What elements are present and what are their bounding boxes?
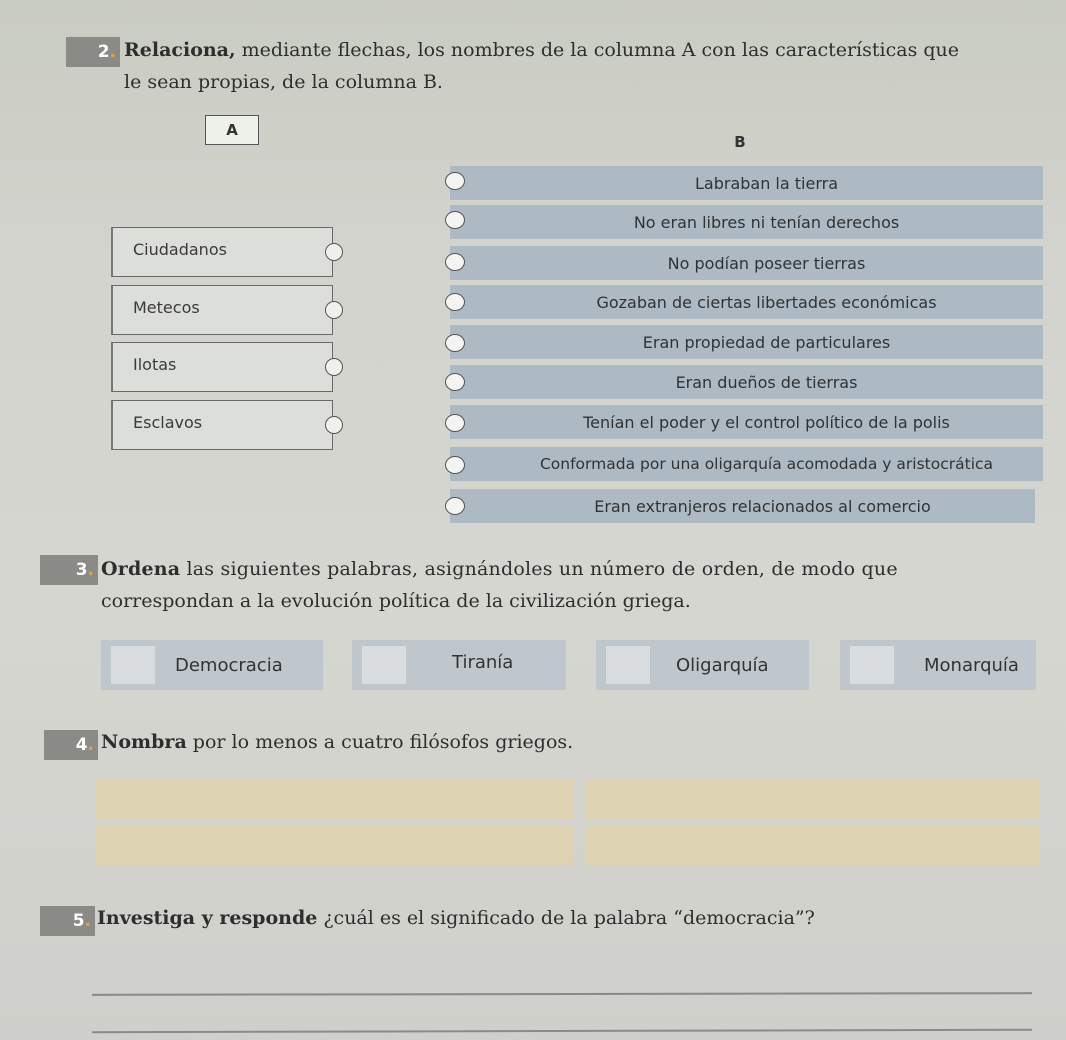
column-b-connector-8[interactable]	[445, 456, 465, 474]
question-4-verb: Nombra	[101, 731, 187, 753]
order-item-oligarquia: Oligarquía	[596, 640, 809, 690]
question-3-text-line2: correspondan a la evolución política de la civilización griega.	[101, 590, 691, 612]
column-b-item-6: Eran dueños de tierras	[450, 365, 1043, 399]
column-b-connector-4[interactable]	[445, 293, 465, 311]
column-a-item-ciudadanos: Ciudadanos	[111, 227, 333, 277]
column-a-item-metecos: Metecos	[111, 285, 333, 335]
column-b-item-3: No podían poseer tierras	[450, 246, 1043, 280]
question-2-text-line2: le sean propias, de la columna B.	[124, 71, 443, 93]
question-3-line1: las siguientes palabras, asignándoles un número de orden, de modo que	[180, 558, 898, 580]
column-a-header: A	[205, 115, 259, 145]
order-item-monarquia: Monarquía	[840, 640, 1036, 690]
order-number-box-2[interactable]	[362, 646, 406, 684]
order-number-box-1[interactable]	[111, 646, 155, 684]
philosopher-answer-2[interactable]	[585, 780, 1040, 820]
order-item-democracia: Democracia	[101, 640, 323, 690]
question-2-verb: Relaciona,	[124, 39, 236, 61]
column-b-connector-3[interactable]	[445, 253, 465, 271]
column-b-connector-1[interactable]	[445, 172, 465, 190]
answer-line-2[interactable]	[92, 1029, 1032, 1033]
question-5-badge: 5 .	[40, 906, 95, 936]
philosopher-answer-3[interactable]	[95, 826, 573, 866]
answer-line-1[interactable]	[92, 992, 1032, 995]
column-b-connector-6[interactable]	[445, 373, 465, 391]
question-2-badge: 2 .	[66, 37, 120, 67]
column-b-connector-2[interactable]	[445, 211, 465, 229]
column-b-header: B	[734, 133, 746, 151]
column-b-item-9: Eran extranjeros relacionados al comercio	[450, 489, 1035, 523]
order-number-box-3[interactable]	[606, 646, 650, 684]
question-5-verb: Investiga y responde	[97, 907, 318, 929]
column-b-item-4: Gozaban de ciertas libertades económicas	[450, 285, 1043, 319]
question-3-text	[101, 555, 1051, 583]
column-a-connector-2[interactable]	[325, 301, 343, 319]
question-5-text: Investiga y responde ¿cuál es el significado de la palabra “democracia”?	[97, 907, 815, 929]
order-item-tirania: Tiranía	[352, 640, 566, 690]
column-a-item-esclavos: Esclavos	[111, 400, 333, 450]
question-4-badge: 4 .	[44, 730, 98, 760]
philosopher-answer-1[interactable]	[95, 780, 573, 820]
column-a-connector-3[interactable]	[325, 358, 343, 376]
column-b-item-5: Eran propiedad de particulares	[450, 325, 1043, 359]
column-b-connector-7[interactable]	[445, 414, 465, 432]
question-2-text	[124, 36, 1054, 64]
question-3-badge: 3 .	[40, 555, 98, 585]
order-number-box-4[interactable]	[850, 646, 894, 684]
column-a-connector-1[interactable]	[325, 243, 343, 261]
column-b-item-1: Labraban la tierra	[450, 166, 1043, 200]
column-b-connector-5[interactable]	[445, 334, 465, 352]
question-4-text: Nombra por lo menos a cuatro filósofos griegos.	[101, 731, 574, 753]
question-3-verb: Ordena	[101, 558, 181, 580]
column-b-item-8: Conformada por una oligarquía acomodada y aristocrática	[450, 447, 1043, 481]
column-b-item-7: Tenían el poder y el control político de la polis	[450, 405, 1043, 439]
column-a-item-ilotas: Ilotas	[111, 342, 333, 392]
philosopher-answer-4[interactable]	[585, 826, 1040, 866]
column-a-connector-4[interactable]	[325, 416, 343, 434]
column-b-item-2: No eran libres ni tenían derechos	[450, 205, 1043, 239]
question-2-line1: mediante flechas, los nombres de la columna A con las características que	[235, 39, 960, 61]
column-b-connector-9[interactable]	[445, 497, 465, 515]
